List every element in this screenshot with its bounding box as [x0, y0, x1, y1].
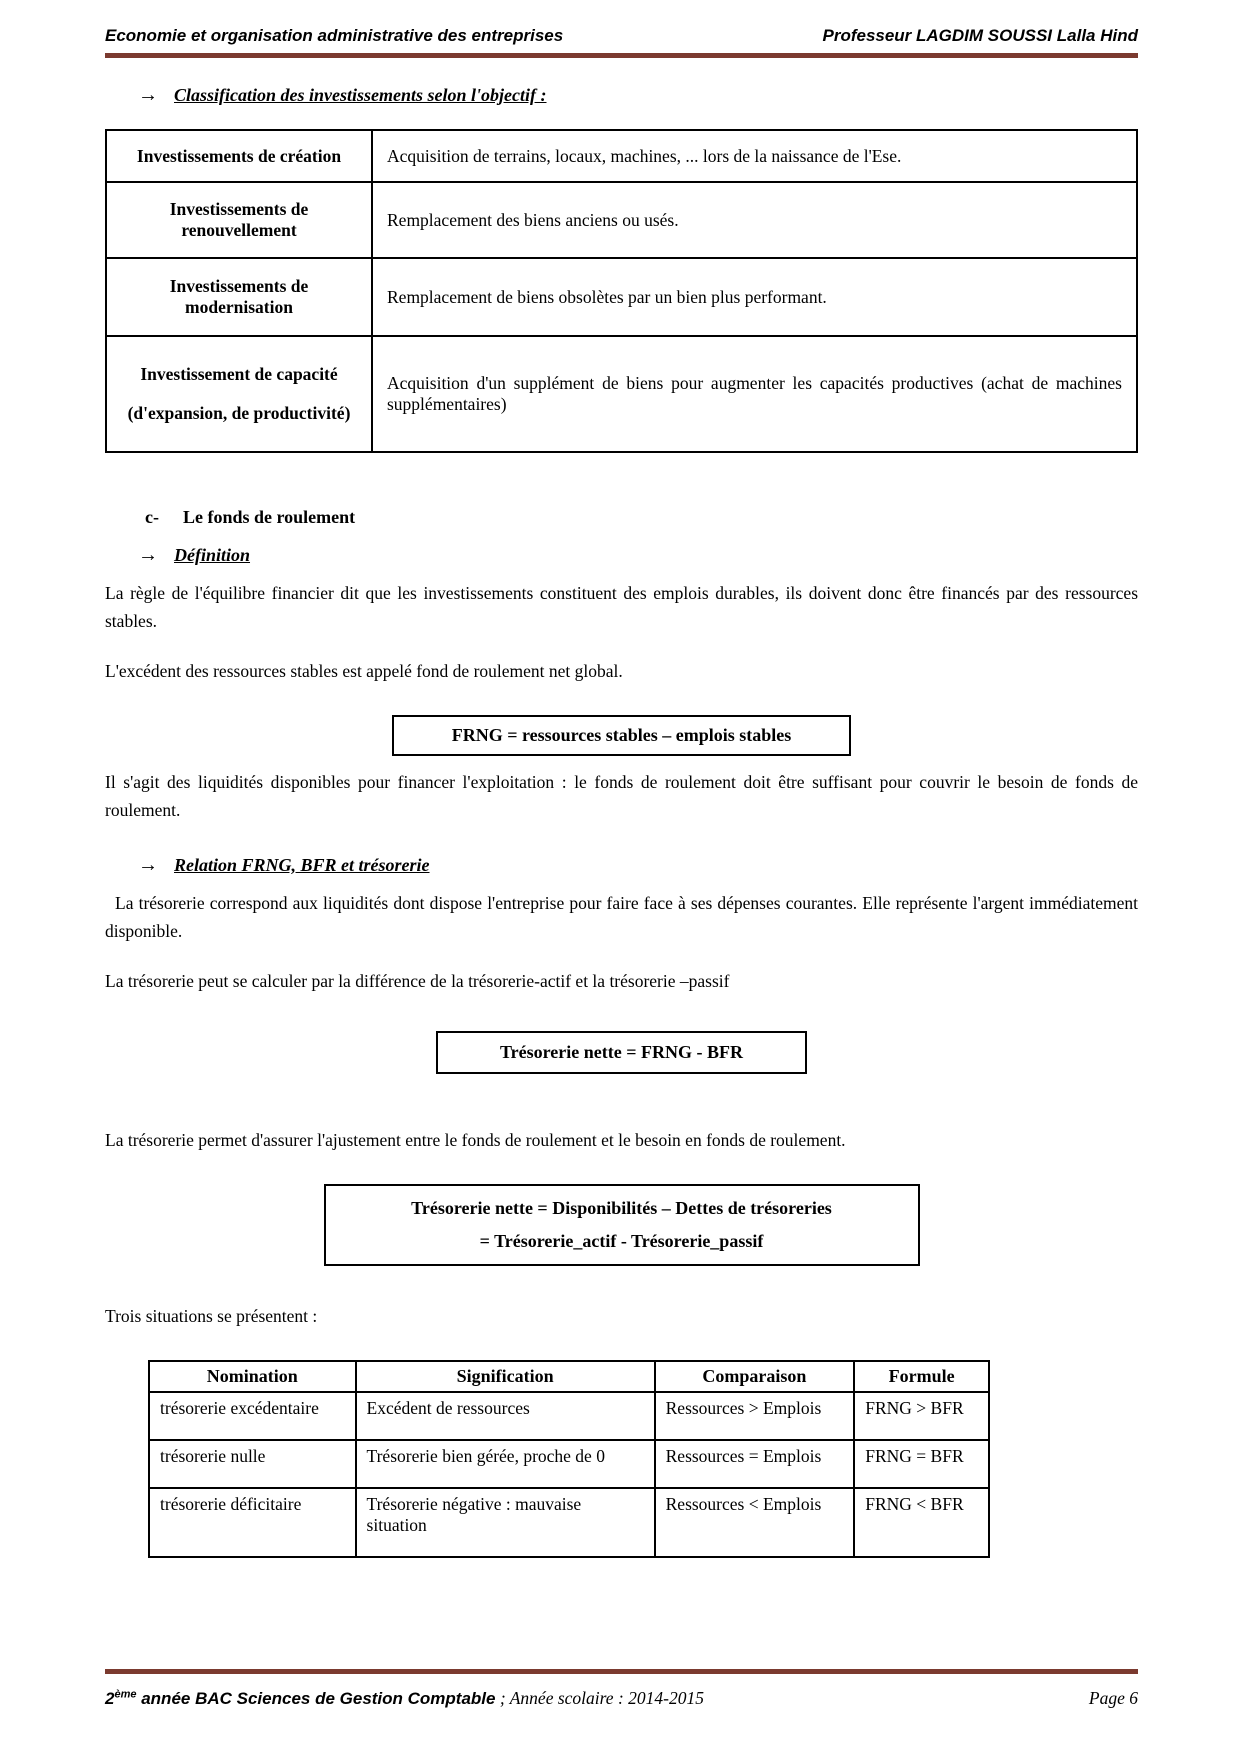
investment-row: [106, 130, 1137, 182]
course-title: Economie et organisation administrative des entreprises: [105, 26, 564, 45]
heading-definition: [138, 544, 1138, 567]
paragraph-relation-3: La trésorerie permet d'assurer l'ajustement entre le fonds de roulement et le besoin en fonds de roulement.: [105, 1130, 846, 1150]
header-signification: Signification: [356, 1361, 655, 1392]
situation-nomination: trésorerie nulle: [149, 1440, 356, 1488]
investment-type-cell: Investissements de renouvellement: [106, 182, 372, 258]
investment-desc-cell: Acquisition d'un supplément de biens pour augmenter les capacités productives (achat de machines supplémentaires): [372, 336, 1137, 452]
heading-relation-text: Relation FRNG, BFR et trésorerie: [174, 855, 430, 875]
heading-definition-text: Définition: [174, 545, 251, 565]
situation-signification: Trésorerie bien gérée, proche de 0: [356, 1440, 655, 1488]
paragraph-relation-2: La trésorerie peut se calculer par la différence de la trésorerie-actif et la trésorerie –passif: [105, 971, 730, 991]
heading-classification-text: Classification des investissements selon l'objectif :: [174, 85, 547, 105]
situation-comparaison: Ressources < Emplois: [655, 1488, 855, 1557]
heading-classification: [138, 84, 1138, 107]
situation-nomination: trésorerie excédentaire: [149, 1392, 356, 1440]
footer-superscript: ème: [114, 1688, 137, 1701]
header-row: [105, 26, 1138, 46]
footer-course-bold: 2ème année BAC Sciences de Gestion Comptable: [105, 1688, 496, 1708]
document-header: [0, 0, 1241, 58]
situation-formule: FRNG < BFR: [854, 1488, 989, 1557]
formula-line-1: Trésorerie nette = Disponibilités – Dettes de trésoreries: [411, 1198, 832, 1218]
investment-type-line2: (d'expansion, de productivité): [127, 403, 351, 423]
paragraph-situations-intro: Trois situations se présentent :: [105, 1306, 318, 1326]
situation-row: [149, 1440, 989, 1488]
arrow-icon: →: [138, 854, 158, 876]
investment-row: [106, 336, 1137, 452]
header-formule: Formule: [854, 1361, 989, 1392]
professor-name: Professeur LAGDIM SOUSSI Lalla Hind: [822, 26, 1138, 45]
paragraph-definition-3: Il s'agit des liquidités disponibles pour financer l'exploitation : le fonds de roulement doit être suffisant pour couvrir le besoin de fonds de roulement.: [105, 772, 1138, 820]
situation-signification: Trésorerie négative : mauvaise situation: [356, 1488, 655, 1557]
investment-row: [106, 258, 1137, 336]
paragraph-definition-1: La règle de l'équilibre financier dit que les investissements constituent des emplois durables, ils doivent donc être financés par des ressources stables.: [105, 583, 1138, 631]
header-comparaison: Comparaison: [655, 1361, 855, 1392]
situation-row: [149, 1488, 989, 1557]
heading-fonds-text: Le fonds de roulement: [182, 507, 356, 527]
page-number: Page 6: [1088, 1688, 1138, 1708]
investment-desc-cell: Remplacement de biens obsolètes par un bien plus performant.: [372, 258, 1137, 336]
investment-row: [106, 182, 1137, 258]
header-nomination: Nomination: [149, 1361, 356, 1392]
situation-nomination: trésorerie déficitaire: [149, 1488, 356, 1557]
heading-prefix: c-: [145, 507, 159, 527]
arrow-icon: →: [138, 544, 158, 566]
formula-tresorerie-detail: [324, 1184, 920, 1266]
paragraph-definition-2: L'excédent des ressources stables est appelé fond de roulement net global.: [105, 661, 623, 681]
paragraph-relation-1: La trésorerie correspond aux liquidités dont dispose l'entreprise pour faire face à ses dépenses courantes. Elle représente l'argent immédiatement disponible.: [105, 893, 1138, 941]
formula-frng: FRNG = ressources stables – emplois stables: [392, 715, 852, 756]
header-rule: [105, 53, 1138, 58]
heading-fonds-de-roulement: [145, 507, 1138, 528]
document-body: [0, 84, 1241, 1558]
situations-table: [148, 1360, 990, 1558]
document-footer: [105, 1669, 1138, 1709]
investment-desc-cell: Acquisition de terrains, locaux, machines, ... lors de la naissance de l'Ese.: [372, 130, 1137, 182]
arrow-icon: →: [138, 84, 158, 106]
formula-tresorerie-nette: Trésorerie nette = FRNG - BFR: [436, 1031, 807, 1074]
footer-course-info: [105, 1688, 704, 1709]
situation-formule: FRNG > BFR: [854, 1392, 989, 1440]
situation-formule: FRNG = BFR: [854, 1440, 989, 1488]
footer-row: [105, 1688, 1138, 1709]
footer-rule: [105, 1669, 1138, 1674]
formula-line-2: = Trésorerie_actif - Trésorerie_passif: [479, 1231, 764, 1251]
investment-type-line1: Investissement de capacité: [140, 364, 338, 384]
situation-comparaison: Ressources > Emplois: [655, 1392, 855, 1440]
situation-row: [149, 1392, 989, 1440]
investment-desc-cell: Remplacement des biens anciens ou usés.: [372, 182, 1137, 258]
investment-type-cell: Investissements de modernisation: [106, 258, 372, 336]
footer-school-year: ; Année scolaire : 2014-2015: [495, 1688, 704, 1708]
situation-comparaison: Ressources = Emplois: [655, 1440, 855, 1488]
situation-signification: Excédent de ressources: [356, 1392, 655, 1440]
investments-table: [105, 129, 1138, 453]
investment-type-cell: Investissements de création: [106, 130, 372, 182]
investment-type-cell: [106, 336, 372, 452]
heading-relation: [138, 854, 1138, 877]
situations-header-row: [149, 1361, 989, 1392]
